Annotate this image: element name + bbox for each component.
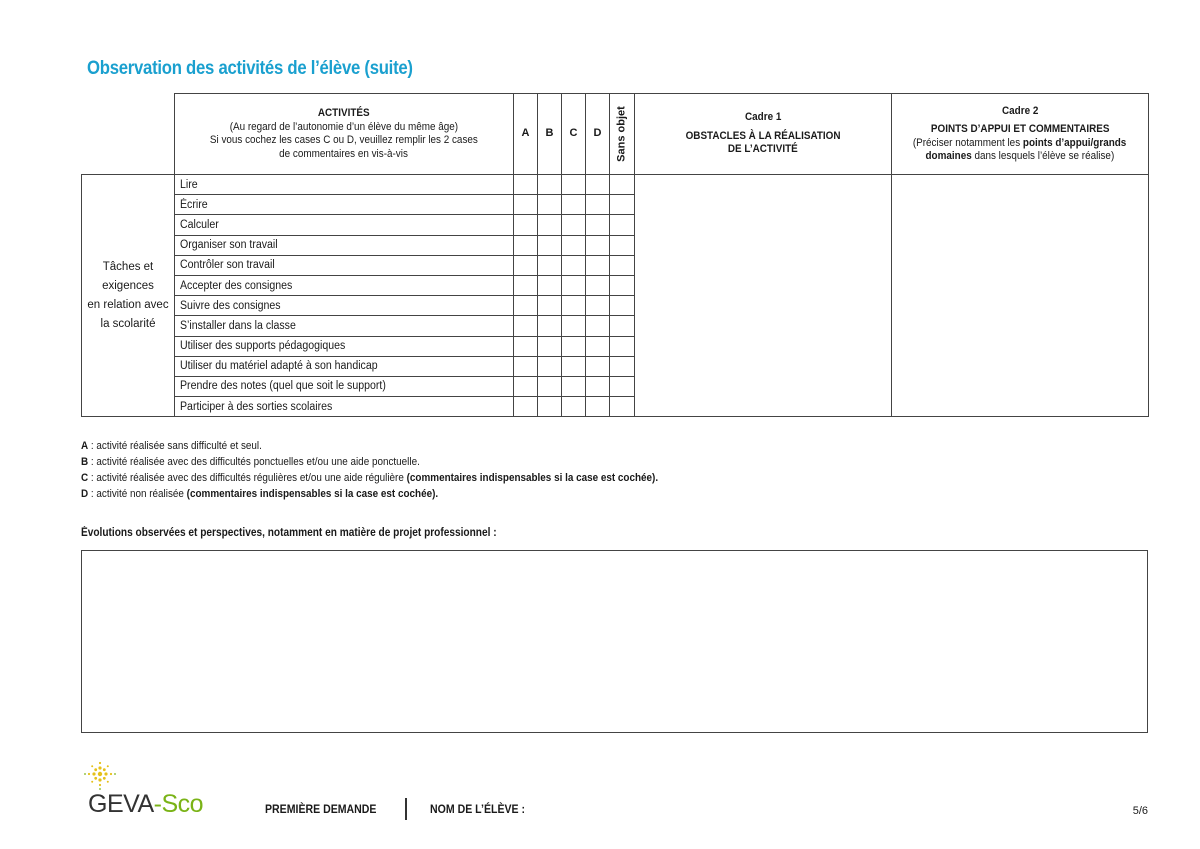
checkbox-d[interactable] bbox=[586, 175, 610, 195]
footer-divider bbox=[405, 798, 407, 820]
checkbox-b[interactable] bbox=[538, 397, 562, 417]
checkbox-sans-objet[interactable] bbox=[610, 215, 635, 235]
checkbox-b[interactable] bbox=[538, 175, 562, 195]
checkbox-a[interactable] bbox=[514, 397, 538, 417]
checkbox-a[interactable] bbox=[514, 336, 538, 356]
checkbox-d[interactable] bbox=[586, 215, 610, 235]
activity-label: Suivre des consignes bbox=[175, 296, 514, 316]
checkbox-sans-objet[interactable] bbox=[610, 175, 635, 195]
checkbox-d[interactable] bbox=[586, 296, 610, 316]
checkbox-b[interactable] bbox=[538, 356, 562, 376]
checkbox-c[interactable] bbox=[562, 195, 586, 215]
checkbox-d[interactable] bbox=[586, 376, 610, 396]
cadre2-comment-field[interactable] bbox=[892, 175, 1149, 417]
checkbox-d[interactable] bbox=[586, 356, 610, 376]
sans-objet-label: Sans objet bbox=[615, 106, 628, 162]
page-number: 5/6 bbox=[1132, 805, 1148, 817]
checkbox-b[interactable] bbox=[538, 275, 562, 295]
activity-label: Utiliser des supports pédagogiques bbox=[175, 336, 514, 356]
checkbox-sans-objet[interactable] bbox=[610, 296, 635, 316]
activities-title: ACTIVITÉS bbox=[318, 107, 370, 119]
footer-demande: PREMIÈRE DEMANDE bbox=[265, 802, 377, 816]
activities-instruction-2: de commentaires en vis-à-vis bbox=[279, 147, 409, 160]
header-activities bbox=[175, 94, 514, 175]
checkbox-b[interactable] bbox=[538, 336, 562, 356]
legend-d: D : activité non réalisée (commentaires indispensables si la case est cochée). bbox=[81, 488, 439, 500]
checkbox-a[interactable] bbox=[514, 235, 538, 255]
legend-b: B : activité réalisée avec des difficultés ponctuelles et/ou une aide ponctuelle. bbox=[81, 456, 420, 468]
category-line-2: exigences bbox=[102, 279, 154, 292]
checkbox-c[interactable] bbox=[562, 215, 586, 235]
activity-label: Organiser son travail bbox=[175, 235, 514, 255]
category-line-4: la scolarité bbox=[100, 317, 156, 330]
header-col-b: B bbox=[538, 94, 562, 175]
cadre2-line-2a: (Préciser notamment les bbox=[913, 136, 1024, 149]
checkbox-c[interactable] bbox=[562, 275, 586, 295]
cadre1-line-2: DE L’ACTIVITÉ bbox=[728, 143, 798, 156]
checkbox-a[interactable] bbox=[514, 356, 538, 376]
header-col-c: C bbox=[562, 94, 586, 175]
checkbox-c[interactable] bbox=[562, 316, 586, 336]
checkbox-sans-objet[interactable] bbox=[610, 336, 635, 356]
checkbox-sans-objet[interactable] bbox=[610, 356, 635, 376]
checkbox-c[interactable] bbox=[562, 296, 586, 316]
checkbox-d[interactable] bbox=[586, 275, 610, 295]
checkbox-d[interactable] bbox=[586, 255, 610, 275]
checkbox-c[interactable] bbox=[562, 175, 586, 195]
checkbox-b[interactable] bbox=[538, 215, 562, 235]
checkbox-c[interactable] bbox=[562, 235, 586, 255]
header-col-a: A bbox=[514, 94, 538, 175]
cadre2-line-2b: points d’appui/grands bbox=[1023, 136, 1127, 149]
checkbox-d[interactable] bbox=[586, 336, 610, 356]
checkbox-c[interactable] bbox=[562, 356, 586, 376]
cadre2-line-3b: dans lesquels l’élève se réalise) bbox=[971, 150, 1115, 162]
checkbox-a[interactable] bbox=[514, 215, 538, 235]
checkbox-d[interactable] bbox=[586, 235, 610, 255]
checkbox-a[interactable] bbox=[514, 175, 538, 195]
cadre1-line-1: OBSTACLES À LA RÉALISATION bbox=[685, 129, 841, 142]
checkbox-c[interactable] bbox=[562, 376, 586, 396]
cadre1-comment-field[interactable] bbox=[635, 175, 892, 417]
checkbox-sans-objet[interactable] bbox=[610, 316, 635, 336]
checkbox-a[interactable] bbox=[514, 275, 538, 295]
header-col-sans-objet bbox=[610, 94, 635, 175]
category-cell bbox=[82, 175, 175, 417]
activity-label: Accepter des consignes bbox=[175, 275, 514, 295]
checkbox-a[interactable] bbox=[514, 316, 538, 336]
checkbox-sans-objet[interactable] bbox=[610, 275, 635, 295]
checkbox-c[interactable] bbox=[562, 336, 586, 356]
checkbox-sans-objet[interactable] bbox=[610, 195, 635, 215]
cadre2-line-3a: domaines bbox=[925, 150, 972, 162]
checkbox-a[interactable] bbox=[514, 296, 538, 316]
checkbox-c[interactable] bbox=[562, 255, 586, 275]
activity-label: Utiliser du matériel adapté à son handicap bbox=[175, 356, 514, 376]
checkbox-sans-objet[interactable] bbox=[610, 376, 635, 396]
checkbox-sans-objet[interactable] bbox=[610, 255, 635, 275]
activity-label: S’installer dans la classe bbox=[175, 316, 514, 336]
activities-instruction-1: Si vous cochez les cases C ou D, veuillez remplir les 2 cases bbox=[210, 134, 478, 146]
checkbox-b[interactable] bbox=[538, 376, 562, 396]
page-title: Observation des activités de l’élève (suite) bbox=[87, 58, 413, 79]
checkbox-b[interactable] bbox=[538, 255, 562, 275]
header-corner bbox=[82, 94, 175, 175]
checkbox-b[interactable] bbox=[538, 296, 562, 316]
category-line-3: en relation avec bbox=[87, 298, 169, 311]
checkbox-a[interactable] bbox=[514, 195, 538, 215]
activity-label: Prendre des notes (quel que soit le support) bbox=[175, 376, 514, 396]
activities-table bbox=[81, 93, 1149, 417]
activity-label: Lire bbox=[175, 175, 514, 195]
activity-label: Contrôler son travail bbox=[175, 255, 514, 275]
footer-nom-eleve: NOM DE L’ÉLÈVE : bbox=[430, 802, 526, 816]
logo-wordmark: GEVA-Sco bbox=[88, 790, 204, 818]
legend-c: C : activité réalisée avec des difficultés régulières et/ou une aide régulière (commentaires indispensables si la case est cochée). bbox=[81, 472, 659, 484]
checkbox-sans-objet[interactable] bbox=[610, 235, 635, 255]
header-col-d: D bbox=[586, 94, 610, 175]
category-line-1: Tâches et bbox=[102, 260, 154, 273]
activity-label: Participer à des sorties scolaires bbox=[175, 397, 514, 417]
checkbox-b[interactable] bbox=[538, 235, 562, 255]
activity-label: Calculer bbox=[175, 215, 514, 235]
cadre1-title: Cadre 1 bbox=[744, 111, 782, 124]
activities-subtitle: (Au regard de l’autonomie d’un élève du même âge) bbox=[229, 120, 459, 133]
activity-label: Écrire bbox=[175, 195, 514, 215]
checkbox-a[interactable] bbox=[514, 376, 538, 396]
table-header-row bbox=[82, 94, 1149, 175]
header-cadre-2 bbox=[892, 94, 1149, 175]
checkbox-c[interactable] bbox=[562, 397, 586, 417]
table-row bbox=[82, 175, 1149, 195]
legend bbox=[81, 438, 722, 502]
checkbox-d[interactable] bbox=[586, 397, 610, 417]
cadre2-line-1: POINTS D’APPUI ET COMMENTAIRES bbox=[930, 123, 1110, 135]
checkbox-a[interactable] bbox=[514, 255, 538, 275]
checkbox-b[interactable] bbox=[538, 195, 562, 215]
checkbox-sans-objet[interactable] bbox=[610, 397, 635, 417]
checkbox-d[interactable] bbox=[586, 316, 610, 336]
geva-sco-logo bbox=[82, 760, 232, 820]
sun-dots-icon bbox=[82, 760, 122, 792]
cadre2-title: Cadre 2 bbox=[1001, 104, 1039, 117]
legend-a: A : activité réalisée sans difficulté et seul. bbox=[81, 440, 262, 452]
evolutions-label: Évolutions observées et perspectives, notamment en matière de projet professionnel : bbox=[81, 527, 497, 539]
evolutions-text-field[interactable] bbox=[81, 550, 1148, 733]
checkbox-d[interactable] bbox=[586, 195, 610, 215]
checkbox-b[interactable] bbox=[538, 316, 562, 336]
header-cadre-1 bbox=[635, 94, 892, 175]
